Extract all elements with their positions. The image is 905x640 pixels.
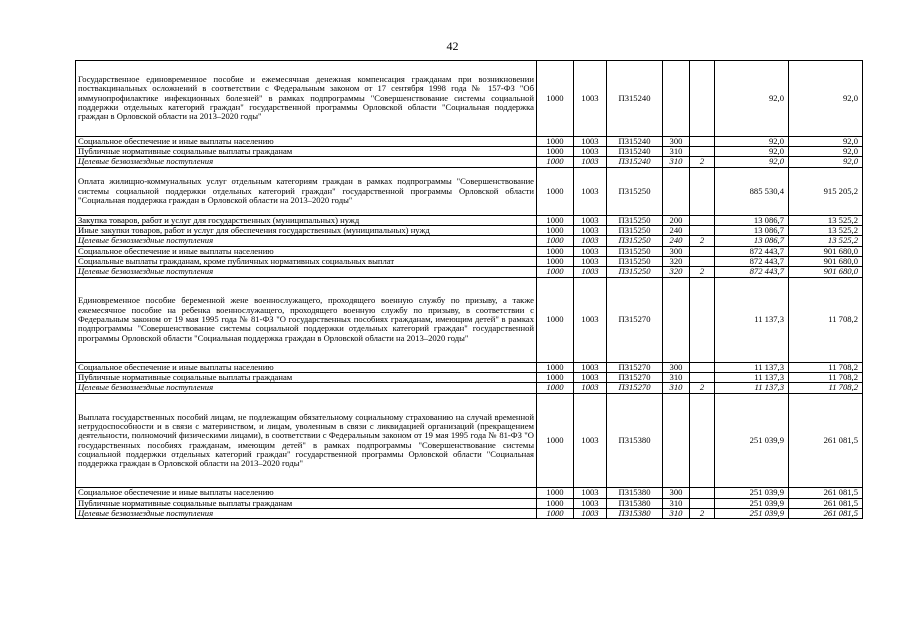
expense-type-code: 300 (663, 488, 690, 498)
target-article-code: П315380 (607, 498, 663, 508)
subsection-code: 1003 (574, 167, 607, 215)
row-name: Публичные нормативные социальные выплаты гражданам (76, 498, 537, 508)
table-row (76, 383, 863, 393)
section-code: 1000 (537, 373, 574, 383)
amount-year-2: 261 081,5 (789, 393, 863, 488)
source-code (690, 277, 715, 362)
amount-year-1: 251 039,9 (715, 509, 789, 519)
amount-year-2: 13 525,2 (789, 215, 863, 225)
amount-year-1: 92,0 (715, 61, 789, 137)
expense-type-code (663, 393, 690, 488)
target-article-code: П315240 (607, 147, 663, 157)
table-row (76, 215, 863, 225)
table-body (76, 61, 863, 519)
table-row (76, 246, 863, 256)
subsection-code: 1003 (574, 246, 607, 256)
amount-year-1: 13 086,7 (715, 225, 789, 235)
target-article-code: П315380 (607, 393, 663, 488)
target-article-code: П315250 (607, 256, 663, 266)
table-row (76, 236, 863, 246)
target-article-code: П315270 (607, 373, 663, 383)
table-row (76, 256, 863, 266)
subsection-code: 1003 (574, 488, 607, 498)
amount-year-2: 901 680,0 (789, 267, 863, 277)
amount-year-1: 251 039,9 (715, 393, 789, 488)
row-name: Целевые безвозмездные поступления (76, 236, 537, 246)
expense-type-code (663, 61, 690, 137)
subsection-code: 1003 (574, 383, 607, 393)
source-code (690, 256, 715, 266)
subsection-code: 1003 (574, 61, 607, 137)
subsection-code: 1003 (574, 225, 607, 235)
amount-year-2: 11 708,2 (789, 362, 863, 372)
section-code: 1000 (537, 136, 574, 146)
row-name: Государственное единовременное пособие и ежемесячная денежная компенсация гражданам при возникновении поствакцинальных осложнений в соответствии с Федеральным законом от 17 сентября 1998 года № 157-ФЗ "Об иммунопрофилактике инфекционных болезней" в рамках подпрограммы "Совершенствование системы социальной поддержки отдельных категорий граждан" государственной программы Орловской области "Социальная поддержка граждан в Орловской области на 2013–2020 годы" (76, 61, 537, 137)
row-name: Публичные нормативные социальные выплаты гражданам (76, 147, 537, 157)
expense-type-code (663, 167, 690, 215)
amount-year-1: 11 137,3 (715, 373, 789, 383)
section-code: 1000 (537, 215, 574, 225)
row-name: Иные закупки товаров, работ и услуг для обеспечения государственных (муниципальных) нужд (76, 225, 537, 235)
expense-type-code: 240 (663, 225, 690, 235)
row-name: Целевые безвозмездные поступления (76, 383, 537, 393)
source-code: 2 (690, 267, 715, 277)
source-code (690, 61, 715, 137)
amount-year-1: 92,0 (715, 157, 789, 167)
table-row (76, 373, 863, 383)
target-article-code: П315380 (607, 509, 663, 519)
target-article-code: П315270 (607, 277, 663, 362)
expense-type-code: 300 (663, 362, 690, 372)
table-row (76, 225, 863, 235)
row-name: Закупка товаров, работ и услуг для государственных (муниципальных) нужд (76, 215, 537, 225)
section-code: 1000 (537, 383, 574, 393)
amount-year-2: 13 525,2 (789, 225, 863, 235)
expense-type-code: 310 (663, 498, 690, 508)
source-code: 2 (690, 157, 715, 167)
amount-year-1: 251 039,9 (715, 488, 789, 498)
source-code: 2 (690, 383, 715, 393)
row-name: Социальное обеспечение и иные выплаты населению (76, 488, 537, 498)
table-row (76, 61, 863, 137)
target-article-code: П315250 (607, 225, 663, 235)
source-code (690, 167, 715, 215)
amount-year-1: 13 086,7 (715, 215, 789, 225)
source-code (690, 225, 715, 235)
subsection-code: 1003 (574, 509, 607, 519)
amount-year-1: 11 137,3 (715, 362, 789, 372)
amount-year-2: 901 680,0 (789, 246, 863, 256)
expense-type-code: 320 (663, 267, 690, 277)
amount-year-1: 92,0 (715, 147, 789, 157)
subsection-code: 1003 (574, 393, 607, 488)
table-row (76, 147, 863, 157)
subsection-code: 1003 (574, 277, 607, 362)
section-code: 1000 (537, 267, 574, 277)
expense-type-code: 240 (663, 236, 690, 246)
section-code: 1000 (537, 236, 574, 246)
target-article-code: П315250 (607, 215, 663, 225)
source-code (690, 362, 715, 372)
subsection-code: 1003 (574, 236, 607, 246)
amount-year-2: 92,0 (789, 136, 863, 146)
subsection-code: 1003 (574, 498, 607, 508)
table-row (76, 277, 863, 362)
subsection-code: 1003 (574, 362, 607, 372)
section-code: 1000 (537, 246, 574, 256)
amount-year-2: 261 081,5 (789, 509, 863, 519)
target-article-code: П315240 (607, 157, 663, 167)
section-code: 1000 (537, 147, 574, 157)
table-row (76, 509, 863, 519)
row-name: Социальное обеспечение и иные выплаты населению (76, 246, 537, 256)
section-code: 1000 (537, 277, 574, 362)
source-code: 2 (690, 509, 715, 519)
expense-type-code (663, 277, 690, 362)
table-row (76, 157, 863, 167)
expense-type-code: 310 (663, 509, 690, 519)
table-row (76, 498, 863, 508)
source-code (690, 498, 715, 508)
amount-year-2: 92,0 (789, 61, 863, 137)
section-code: 1000 (537, 393, 574, 488)
target-article-code: П315270 (607, 362, 663, 372)
source-code (690, 393, 715, 488)
amount-year-2: 11 708,2 (789, 383, 863, 393)
source-code (690, 246, 715, 256)
section-code: 1000 (537, 61, 574, 137)
subsection-code: 1003 (574, 157, 607, 167)
section-code: 1000 (537, 167, 574, 215)
expense-type-code: 300 (663, 136, 690, 146)
target-article-code: П315240 (607, 136, 663, 146)
target-article-code: П315250 (607, 246, 663, 256)
table-row (76, 136, 863, 146)
row-name: Оплата жилищно-коммунальных услуг отдельным категориям граждан в рамках подпрограммы "Совершенствование системы социальной поддержки отдельных категорий граждан" государственной программы Орловской области "Социальная поддержка граждан в Орловской области на 2013–2020 годы" (76, 167, 537, 215)
source-code (690, 136, 715, 146)
target-article-code: П315270 (607, 383, 663, 393)
amount-year-2: 11 708,2 (789, 277, 863, 362)
amount-year-2: 13 525,2 (789, 236, 863, 246)
target-article-code: П315380 (607, 488, 663, 498)
amount-year-1: 13 086,7 (715, 236, 789, 246)
section-code: 1000 (537, 498, 574, 508)
expense-type-code: 320 (663, 256, 690, 266)
subsection-code: 1003 (574, 215, 607, 225)
expense-type-code: 310 (663, 373, 690, 383)
expense-type-code: 310 (663, 383, 690, 393)
expense-type-code: 310 (663, 147, 690, 157)
table-row (76, 393, 863, 488)
row-name: Целевые безвозмездные поступления (76, 267, 537, 277)
section-code: 1000 (537, 225, 574, 235)
budget-table (75, 60, 863, 519)
source-code (690, 215, 715, 225)
table-row (76, 167, 863, 215)
section-code: 1000 (537, 488, 574, 498)
section-code: 1000 (537, 157, 574, 167)
amount-year-2: 92,0 (789, 157, 863, 167)
row-name: Социальное обеспечение и иные выплаты населению (76, 136, 537, 146)
subsection-code: 1003 (574, 256, 607, 266)
source-code: 2 (690, 236, 715, 246)
subsection-code: 1003 (574, 373, 607, 383)
amount-year-1: 11 137,3 (715, 277, 789, 362)
amount-year-2: 901 680,0 (789, 256, 863, 266)
amount-year-2: 915 205,2 (789, 167, 863, 215)
amount-year-2: 261 081,5 (789, 498, 863, 508)
source-code (690, 147, 715, 157)
table-row (76, 362, 863, 372)
section-code: 1000 (537, 256, 574, 266)
target-article-code: П315250 (607, 267, 663, 277)
page-number: 42 (446, 39, 459, 53)
row-name: Целевые безвозмездные поступления (76, 157, 537, 167)
amount-year-1: 251 039,9 (715, 498, 789, 508)
table-row (76, 267, 863, 277)
expense-type-code: 200 (663, 215, 690, 225)
amount-year-1: 92,0 (715, 136, 789, 146)
source-code (690, 488, 715, 498)
subsection-code: 1003 (574, 147, 607, 157)
amount-year-1: 885 530,4 (715, 167, 789, 215)
section-code: 1000 (537, 509, 574, 519)
row-name: Выплата государственных пособий лицам, не подлежащим обязательному социальному страхованию на случай временной нетрудоспособности и в связи с материнством, и лицам, уволенным в связи с ликвидацией организаций (прекращением деятельности, полномочий физическими лицами), в соответствии с Федеральным законом от 19 мая 1995 года № 81-ФЗ "О государственных пособиях гражданам, имеющим детей" в рамках подпрограммы "Совершенствование системы социальной поддержки отдельных категорий граждан" государственной программы Орловской области "Социальная поддержка граждан в Орловской области на 2013–2020 годы" (76, 393, 537, 488)
target-article-code: П315250 (607, 236, 663, 246)
amount-year-1: 872 443,7 (715, 256, 789, 266)
amount-year-1: 872 443,7 (715, 246, 789, 256)
row-name: Социальные выплаты гражданам, кроме публичных нормативных социальных выплат (76, 256, 537, 266)
row-name: Единовременное пособие беременной жене военнослужащего, проходящего военную службу по призыву, а также ежемесячное пособие на ребенка военнослужащего, проходящего военную службу по призыву, в соответствии с Федеральным законом от 19 мая 1995 года № 81-ФЗ "О государственных пособиях гражданам, имеющим детей" в рамках подпрограммы "Совершенствование системы социальной поддержки отдельных категорий граждан" государственной программы Орловской области "Социальная поддержка граждан в Орловской области на 2013–2020 годы" (76, 277, 537, 362)
source-code (690, 373, 715, 383)
expense-type-code: 310 (663, 157, 690, 167)
amount-year-2: 261 081,5 (789, 488, 863, 498)
row-name: Целевые безвозмездные поступления (76, 509, 537, 519)
subsection-code: 1003 (574, 267, 607, 277)
amount-year-2: 92,0 (789, 147, 863, 157)
row-name: Публичные нормативные социальные выплаты гражданам (76, 373, 537, 383)
expense-type-code: 300 (663, 246, 690, 256)
section-code: 1000 (537, 362, 574, 372)
row-name: Социальное обеспечение и иные выплаты населению (76, 362, 537, 372)
amount-year-1: 11 137,3 (715, 383, 789, 393)
table-row (76, 488, 863, 498)
target-article-code: П315250 (607, 167, 663, 215)
target-article-code: П315240 (607, 61, 663, 137)
subsection-code: 1003 (574, 136, 607, 146)
amount-year-2: 11 708,2 (789, 373, 863, 383)
amount-year-1: 872 443,7 (715, 267, 789, 277)
